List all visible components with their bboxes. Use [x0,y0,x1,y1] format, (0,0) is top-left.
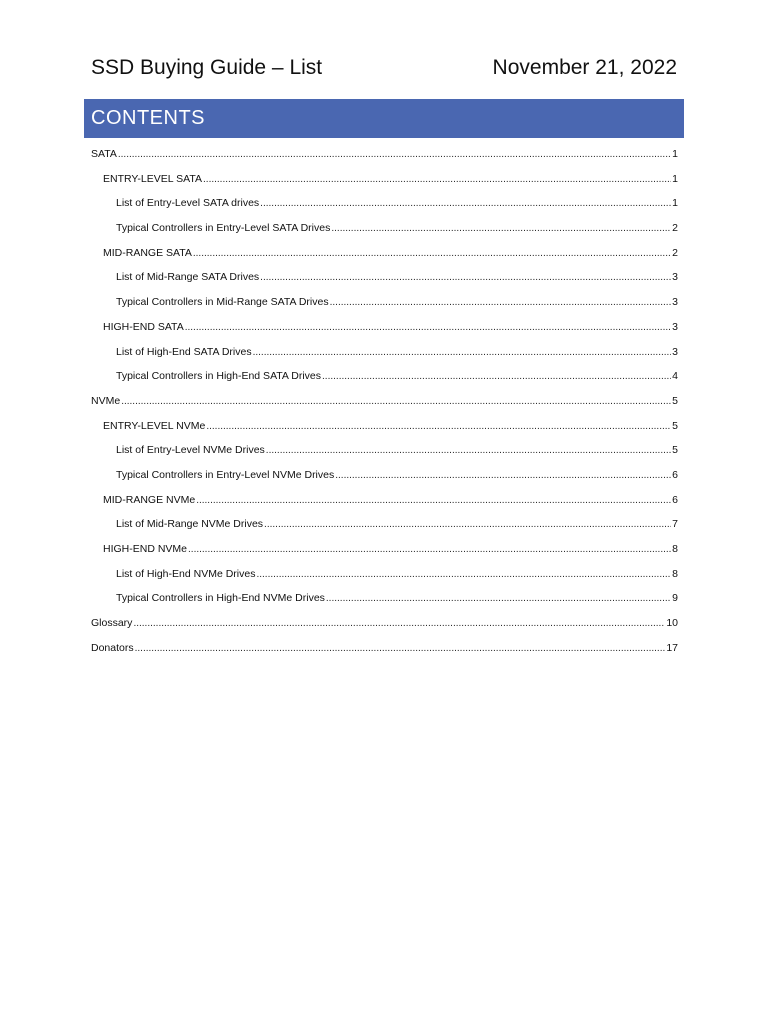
toc-dot-leader [266,439,671,464]
toc-entry-label[interactable]: Typical Controllers in High-End SATA Drives [116,370,322,383]
contents-heading-bar [84,99,684,138]
toc-dot-leader [193,242,671,267]
document-title: SSD Buying Guide – List [91,56,323,79]
toc-entry[interactable] [91,167,678,192]
toc-dot-leader [196,489,671,514]
toc-entry[interactable] [91,611,678,636]
toc-entry-label[interactable]: ENTRY-LEVEL NVMe [103,419,206,432]
toc-entry[interactable] [91,241,678,266]
toc-entry[interactable] [91,216,678,241]
toc-entry-label[interactable]: Typical Controllers in High-End NVMe Drives [116,592,325,605]
toc-dot-leader [135,637,666,662]
toc-entry-page-number: 4 [672,370,678,383]
toc-dot-leader [331,217,671,242]
toc-dot-leader [322,365,671,390]
contents-heading: CONTENTS [91,107,205,129]
toc-dot-leader [121,390,671,415]
toc-dot-leader [330,291,672,316]
toc-dot-leader [335,464,671,489]
toc-entry-page-number: 2 [672,246,678,259]
toc-entry[interactable] [91,636,678,661]
toc-entry[interactable] [91,315,678,340]
toc-entry-page-number: 8 [672,567,678,580]
toc-entry-label[interactable]: Typical Controllers in Entry-Level NVMe Drives [116,468,335,481]
toc-entry-page-number: 1 [672,197,678,210]
table-of-contents [91,142,678,660]
toc-entry[interactable] [91,389,678,414]
toc-entry-label[interactable]: HIGH-END NVMe [103,543,188,555]
toc-entry-label[interactable]: List of High-End SATA Drives [116,345,252,358]
toc-entry-page-number: 3 [672,345,678,358]
toc-entry-label[interactable]: HIGH-END SATA [103,320,184,333]
toc-entry[interactable] [91,537,678,562]
toc-entry-label[interactable]: List of Mid-Range NVMe Drives [116,518,264,531]
toc-entry-page-number: 2 [672,222,678,235]
toc-entry-label[interactable]: SATA [91,148,117,160]
toc-entry[interactable] [91,191,678,216]
toc-entry[interactable] [91,364,678,389]
document-date: November 21, 2022 [492,56,677,79]
toc-entry-label[interactable]: Typical Controllers in Entry-Level SATA Drives [116,222,331,235]
toc-entry-label[interactable]: List of High-End NVMe Drives [116,567,256,580]
toc-dot-leader [260,266,671,291]
toc-entry-page-number: 3 [672,271,678,284]
toc-entry-page-number: 1 [672,172,678,185]
toc-entry-label[interactable]: List of Entry-Level NVMe Drives [116,444,265,457]
toc-entry[interactable] [91,562,678,587]
toc-entry-label[interactable]: List of Mid-Range SATA Drives [116,271,260,284]
toc-entry-page-number: 1 [672,148,678,160]
toc-entry[interactable] [91,438,678,463]
page-header [91,54,677,82]
toc-entry-label[interactable]: List of Entry-Level SATA drives [116,197,260,210]
toc-entry-label[interactable]: NVMe [91,394,121,407]
toc-entry[interactable] [91,586,678,611]
toc-entry[interactable] [91,512,678,537]
toc-entry-page-number: 7 [672,518,678,531]
toc-dot-leader [203,168,671,193]
toc-entry-page-number: 5 [672,394,678,407]
toc-dot-leader [260,192,671,217]
toc-entry[interactable] [91,340,678,365]
toc-entry-page-number: 5 [672,419,678,432]
toc-entry-page-number: 8 [672,543,678,555]
toc-entry-page-number: 9 [672,592,678,605]
toc-entry[interactable] [91,142,678,167]
toc-dot-leader [185,316,671,341]
toc-entry-page-number: 17 [666,641,678,654]
toc-entry-label[interactable]: MID-RANGE NVMe [103,493,196,506]
toc-entry[interactable] [91,414,678,439]
toc-dot-leader [133,612,665,637]
toc-entry-page-number: 5 [672,444,678,457]
toc-dot-leader [253,341,672,366]
toc-entry-label[interactable]: Glossary [91,617,133,630]
toc-dot-leader [206,415,671,440]
toc-entry-label[interactable]: Typical Controllers in Mid-Range SATA Drives [116,296,329,309]
toc-entry-page-number: 3 [672,320,678,333]
toc-entry[interactable] [91,463,678,488]
toc-dot-leader [188,538,671,563]
toc-entry-page-number: 6 [672,493,678,506]
toc-dot-leader [326,587,671,612]
toc-entry-page-number: 10 [666,617,678,630]
toc-entry-page-number: 6 [672,468,678,481]
toc-dot-leader [118,143,671,168]
toc-entry-label[interactable]: MID-RANGE SATA [103,246,192,259]
toc-entry-page-number: 3 [672,296,678,309]
toc-entry-label[interactable]: Donators [91,641,134,654]
toc-entry-label[interactable]: ENTRY-LEVEL SATA [103,172,203,185]
toc-dot-leader [256,563,671,588]
toc-entry[interactable] [91,488,678,513]
toc-entry[interactable] [91,265,678,290]
toc-dot-leader [264,513,671,538]
toc-entry[interactable] [91,290,678,315]
